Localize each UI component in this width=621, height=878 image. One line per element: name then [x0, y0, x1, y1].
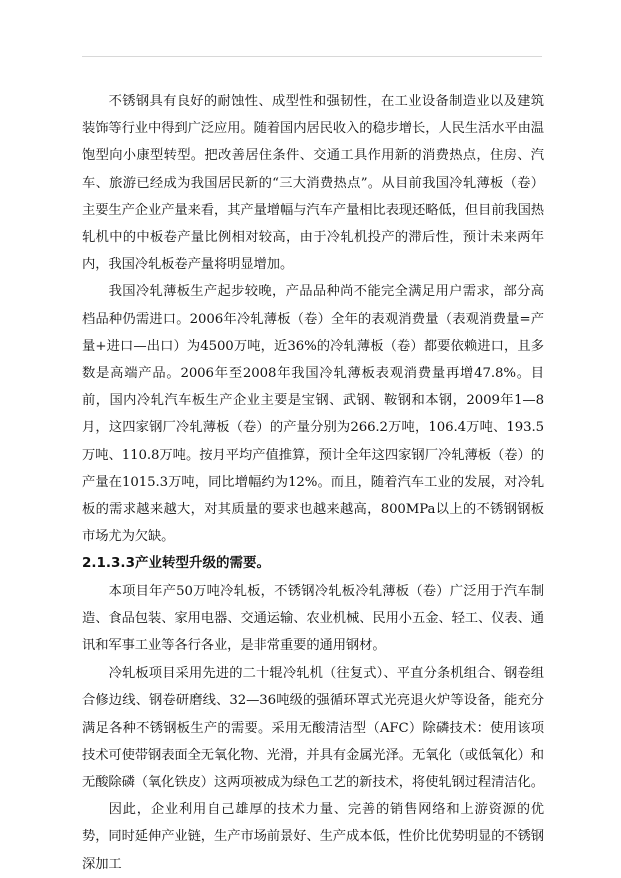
paragraph-stainless-demand: 不锈钢具有良好的耐蚀性、成型性和强韧性，在工业设备制造业以及建筑装饰等行业中得到广泛应用。随着国内居民收入的稳步增长，人民生活水平由温饱型向小康型转型。把改善居住条件、交通工具作用新的消费热点，住房、汽车、旅游已经成为我国居民新的“三大消费热点”。从目前我国冷轧薄板（卷）主要生产企业产量来看，其产量增幅与汽车产量相比表现还略低，但目前我国热轧机中的中板卷产量比例相对较高，由于冷轧机投产的滞后性，预计未来两年内，我国冷轧板卷产量将明显增加。	[82, 94, 544, 273]
paragraph-cold-rolled-market: 我国冷轧薄板生产起步较晚，产品品种尚不能完全满足用户需求，部分高档品种仍需进口。2006年冷轧薄板（卷）全年的表观消费量（表观消费量=产量+进口—出口）为4500万吨，近36%的冷轧薄板（卷）都要依赖进口，且多数是高端产品。2006年至2008年我国冷轧薄板表观消费量再增47.8%。目前，国内冷轧汽车板生产企业主要是宝钢、武钢、鞍钢和本钢，2009年1—8月，这四家钢厂冷轧薄板（卷）的产量分别为266.2万吨，106.4万吨、193.5万吨、110.8万吨。按月平均产值推算，预计全年这四家钢厂冷轧薄板（卷）的产量在1015.3万吨，同比增幅约为12%。而且，随着汽车工业的发展，对冷轧板的需求越来越大，对其质量的要求也越来越高，800MPa以上的不锈钢钢板市场尤为欠缺。	[82, 284, 544, 545]
header-rule	[82, 56, 542, 57]
paragraph-conclusion: 因此，企业利用自己雄厚的技术力量、完善的销售网络和上游资源的优势，同时延伸产业链，生产市场前景好、生产成本低，性价比优势明显的不锈钢深加工	[82, 802, 544, 872]
paragraph-equipment: 冷轧板项目采用先进的二十辊冷轧机（往复式）、平直分条机组合、钢卷组合修边线、钢卷研磨线、32—36吨级的强循环罩式光亮退火炉等设备，能充分满足各种不锈钢板生产的需要。采用无酸清洁型（AFC）除磷技术：使用该项技术可使带钢表面全无氧化物、光滑，并具有金属光泽。无氧化（或低氧化）和无酸除磷（氧化铁皮）这两项被成为绿色工艺的新技术，将使轧钢过程清洁化。	[82, 666, 544, 791]
paragraph-project-output: 本项目年产50万吨冷轧板，不锈钢冷轧板冷轧薄板（卷）广泛用于汽车制造、食品包装、家用电器、交通运输、农业机械、民用小五金、轻工、仪表、通讯和军事工业等各行各业，是非常重要的通用钢材。	[82, 583, 544, 654]
document-body	[82, 88, 544, 878]
section-heading: 2.1.3.3产业转型升级的需要。	[82, 555, 270, 572]
